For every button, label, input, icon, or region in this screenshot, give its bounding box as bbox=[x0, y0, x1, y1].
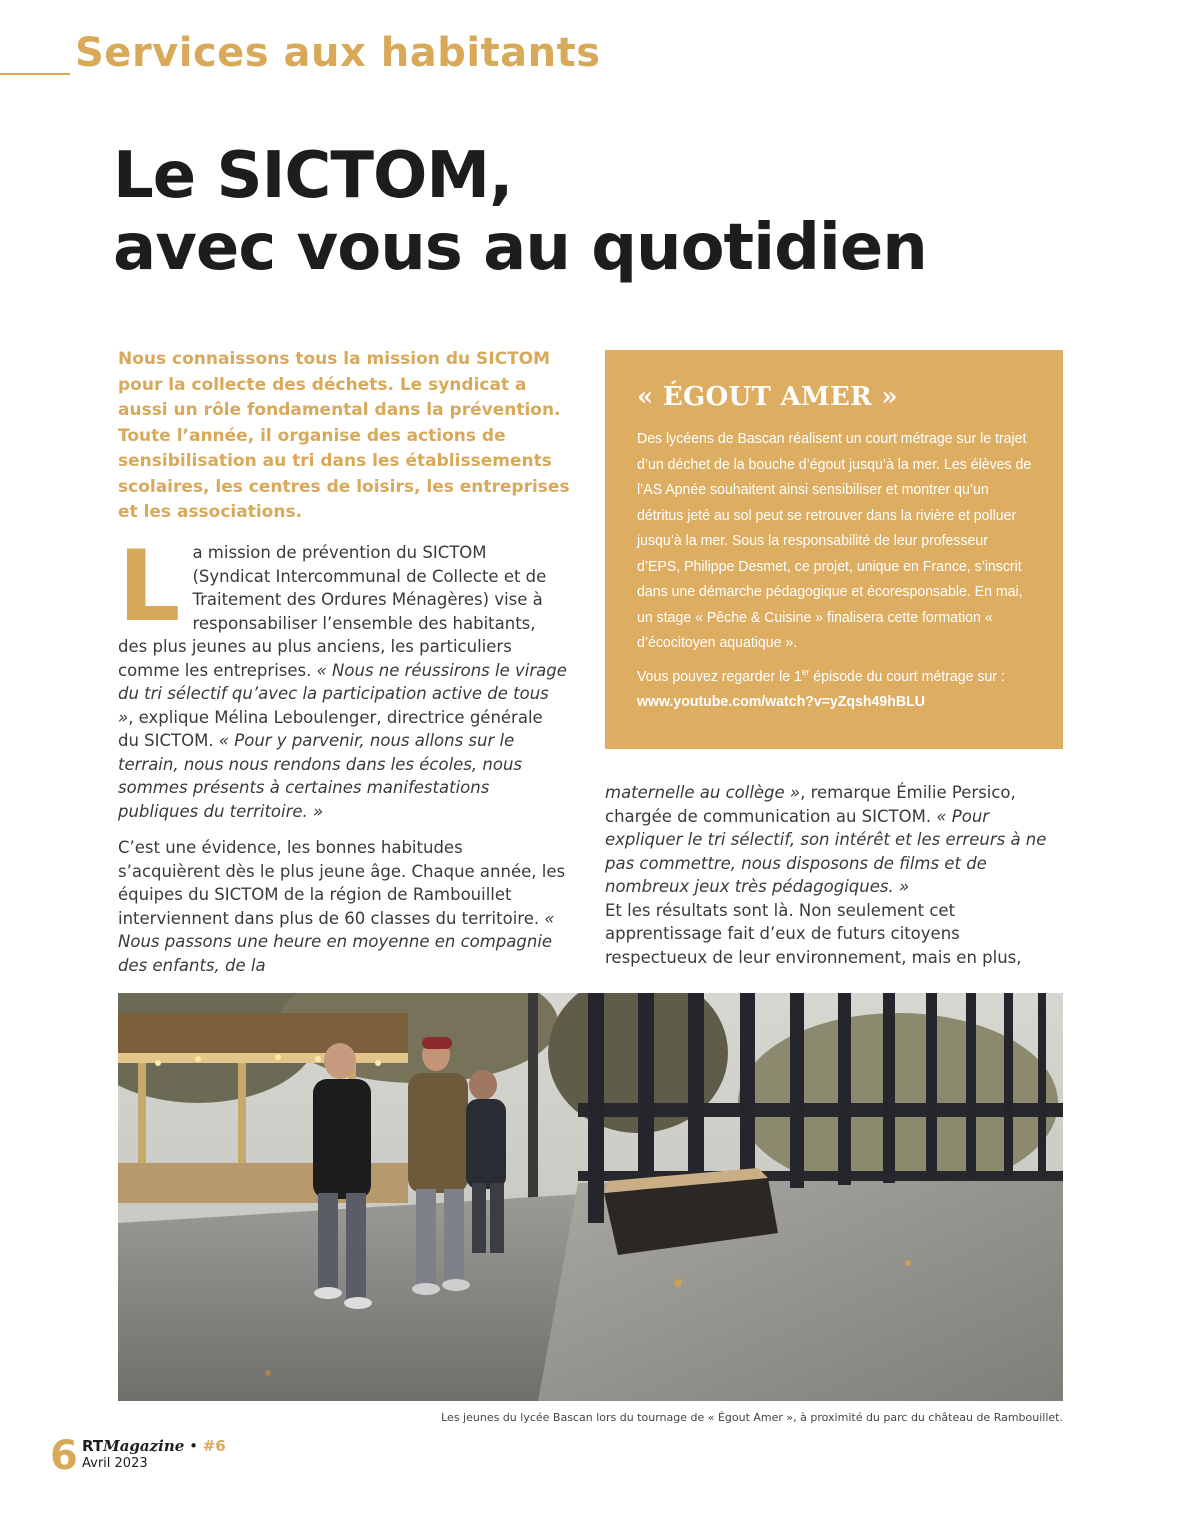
intro-paragraph: Nous connaissons tous la mission du SICTOM pour la collecte des déchets. Le syndicat a aussi un rôle fondamental dans la prévention. Toute l’année, il organise des actions de sensibilisation au tri dans les établissements scolaires, les centres de loisirs, les entreprises et les associations. bbox=[118, 349, 570, 522]
magazine-title: Magazine bbox=[103, 1437, 185, 1455]
article-photo bbox=[118, 993, 1063, 1401]
youtube-link[interactable]: www.youtube.com/watch?v=yZqsh49hBLU bbox=[637, 692, 925, 710]
photo-caption: Les jeunes du lycée Bascan lors du tournage de « Égout Amer », à proximité du parc du château de Rambouillet. bbox=[441, 1411, 1063, 1424]
article-paragraph-1 bbox=[118, 530, 568, 823]
issue-number: #6 bbox=[202, 1437, 226, 1455]
page-title bbox=[113, 140, 1113, 284]
article-column-right bbox=[605, 781, 1063, 969]
article-paragraph-4: Et les résultats sont là. Non seulement cet apprentissage fait d’eux de futurs citoyens respectueux de leur environnement, mais en plus, bbox=[605, 900, 1022, 967]
sidebar-link-line bbox=[637, 664, 1035, 714]
sidebar-title: « ÉGOUT AMER » bbox=[637, 382, 898, 412]
article-column-left bbox=[118, 530, 568, 977]
article-quote: « Nous passons une heure en moyenne en compagnie des enfants, de la bbox=[118, 908, 555, 975]
sidebar-link-sup: er bbox=[801, 666, 810, 677]
section-title: Services aux habitants bbox=[75, 30, 601, 76]
magazine-name bbox=[82, 1437, 226, 1455]
article-text: C’est une évidence, les bonnes habitudes s’acquièrent dès le plus jeune âge. Chaque année, les équipes du SICTOM de la région de Rambouillet interviennent dans plus de 60 classes du territoire. bbox=[118, 838, 566, 928]
drop-cap: L bbox=[118, 530, 181, 644]
section-rule bbox=[0, 73, 70, 75]
article-quote: « Nous ne réussirons le virage du tri sélectif qu’avec la participation active de tous » bbox=[118, 660, 567, 727]
article-quote: « Pour expliquer le tri sélectif, son intérêt et les erreurs à ne pas commettre, nous disposons de films et de nombreux jeux très pédagogiques. » bbox=[605, 806, 1047, 896]
article-text: , remarque Émilie Persico, chargée de communication au SICTOM. bbox=[605, 783, 1016, 826]
page-title-line-1: Le SICTOM, bbox=[113, 139, 513, 213]
magazine-rt: RT bbox=[82, 1437, 104, 1455]
article-quote: « Pour y parvenir, nous allons sur le terrain, nous nous rendons dans les écoles, nous sommes présents à certaines manifestations publiques du territoire. » bbox=[118, 731, 523, 821]
page-title-line-2: avec vous au quotidien bbox=[113, 211, 927, 285]
sidebar-body: Des lycéens de Bascan réalisent un court métrage sur le trajet d’un déchet de la bouche d’égout jusqu’à la mer. Les élèves de l’AS Apnée souhaitent ainsi sensibiliser et montrer qu’un détritus jeté au sol peut se retrouver dans la rivière et polluer jusqu’à la mer. Sous la responsabilité de leur professeur d’EPS, Philippe Desmet, ce projet, unique en France, s’inscrit dans une démarche pédagogique et écoresponsable. En mai, un stage « Pêche & Cuisine » finalisera cette formation « d’écocitoyen aquatique ». bbox=[637, 430, 1032, 651]
article-text: a mission de prévention du SICTOM (Syndicat Intercommunal de Collecte et de Traitement des Ordures Ménagères) vise à responsabiliser l’ensemble des habitants, des plus jeunes au plus anciens, les particuliers comme les entreprises. bbox=[118, 543, 547, 680]
photo-illustration bbox=[118, 993, 1063, 1401]
footer-bullet: • bbox=[189, 1437, 198, 1455]
article-quote: maternelle au collège » bbox=[605, 783, 801, 802]
article-paragraph-3 bbox=[605, 781, 1063, 899]
sidebar-box bbox=[605, 350, 1063, 749]
page-number: 6 bbox=[50, 1433, 78, 1479]
sidebar-link-suffix: épisode du court métrage sur : bbox=[809, 667, 1005, 685]
article-paragraph-2 bbox=[118, 836, 568, 977]
sidebar-link-prefix: Vous pouvez regarder le 1 bbox=[637, 667, 802, 685]
issue-date: Avril 2023 bbox=[82, 1456, 148, 1471]
article-text: , explique Mélina Leboulenger, directrice générale du SICTOM. bbox=[118, 707, 543, 750]
